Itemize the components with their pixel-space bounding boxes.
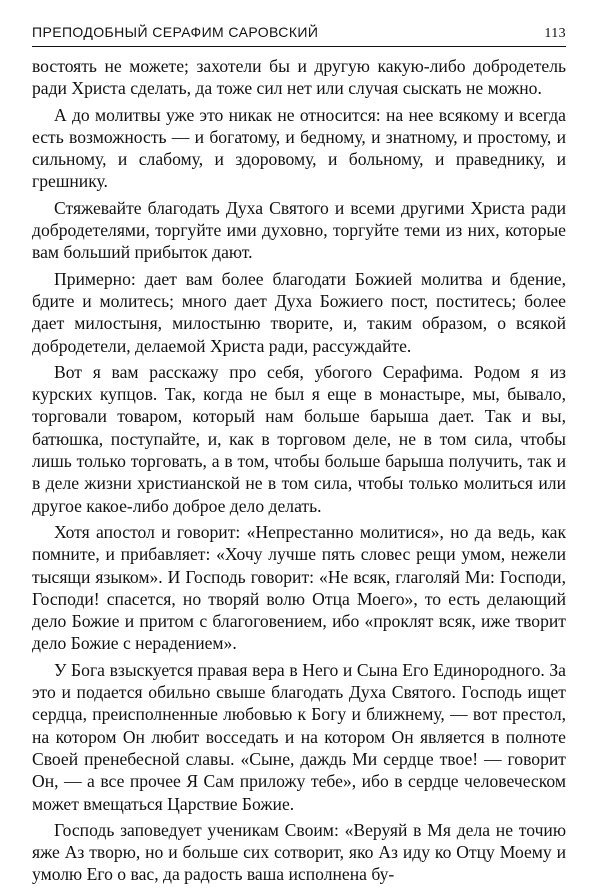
page-number: 113 <box>544 26 566 41</box>
running-title: ПРЕПОДОБНЫЙ СЕРАФИМ САРОВСКИЙ <box>32 24 319 40</box>
paragraph: Стяжевайте благодать Духа Святого и всеми другими Христа ради добродетелями, торгуйте ими духовно, торгуйте теми из них, которые вам больший прибыток дают. <box>32 197 566 263</box>
paragraph: Вот я вам расскажу про себя, убогого Серафима. Родом я из курских купцов. Так, когда не был я еще в монастыре, мы, бывало, торговали товаром, который нам больше барыша дает. Так и вы, батюшка, поступайте, и, как в торговом деле, не в том сила, чтобы лишь только торговать, а в том, чтобы больше барыша получить, так и в деле жизни христианской не в том сила, чтобы только молиться или другое какое-либо доброе дело делать. <box>32 361 566 516</box>
paragraph: Примерно: дает вам более благодати Божией молитва и бдение, бдите и молитесь; много дает Духа Божиего пост, поститесь; более дает милостыня, милостыню творите, и, таким образом, о всякой добродетели, делаемой Христа ради, рассуждайте. <box>32 268 566 356</box>
paragraph-continued: востоять не можете; захотели бы и другую какую-либо добродетель ради Христа сделать, да тоже сил нет или случая сыскать не можно. <box>32 56 566 99</box>
paragraph: А до молитвы уже это никак не относится: на нее всякому и всегда есть возможность — и богатому, и бедному, и знатному, и простому, и сильному, и слабому, и здоровому, и больному, и праведнику, и грешнику. <box>32 104 566 192</box>
body-text <box>32 55 566 886</box>
running-header <box>32 24 566 47</box>
book-page <box>32 24 566 890</box>
paragraph: У Бога взыскуется правая вера в Него и Сына Его Единородного. За это и подается обильно свыше благодать Духа Святого. Господь ищет сердца, преисполненные любовью к Богу и ближнему, — вот престол, на котором Он любит восседать и на котором Он является в полноте Своей пренебесной славы. «Сыне, даждь Ми сердце твое! — говорит Он, — а все прочее Я Сам приложу тебе», ибо в сердце человеческом может вмещаться Царствие Божие. <box>32 659 566 814</box>
paragraph: Господь заповедует ученикам Своим: «Веруяй в Мя дела не точию яже Аз творю, но и больше сих сотворит, яко Аз иду ко Отцу Моему и умолю Его о вас, да радость ваша исполнена бу- <box>32 819 566 885</box>
paragraph: Хотя апостол и говорит: «Непрестанно молитися», но да ведь, как помните, и прибавляет: «Хочу лучше пять словес рещи умом, нежели тысящи языком». И Господь говорит: «Не всяк, глаголяй Ми: Господи, Господи! спасется, но творяй волю Отца Моего», то есть делающий дело Божие и притом с благоговением, ибо «проклят всяк, иже творит дело Божие с нерадением». <box>32 521 566 654</box>
